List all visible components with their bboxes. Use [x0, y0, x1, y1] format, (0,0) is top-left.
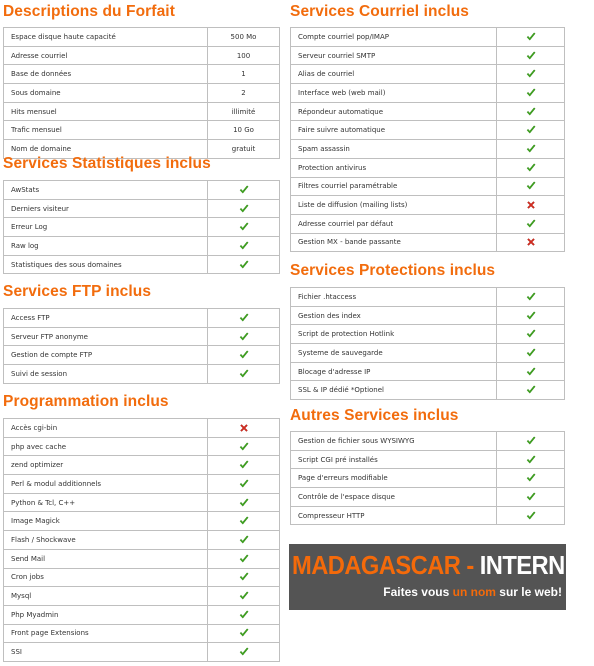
table-row: [4, 46, 280, 65]
feature-label: SSL & IP dédié *Optionel: [291, 381, 497, 400]
feature-status: [208, 587, 280, 606]
feature-label: Espace disque haute capacité: [4, 28, 208, 47]
feature-status: [208, 568, 280, 587]
feature-status: [208, 181, 280, 200]
check-icon: [239, 204, 249, 214]
check-icon: [239, 260, 249, 270]
feature-status: [208, 493, 280, 512]
check-icon: [526, 292, 536, 302]
table-row: [4, 365, 280, 384]
table-row: [4, 624, 280, 643]
table-row: [4, 493, 280, 512]
feature-label: Adresse courriel par défaut: [291, 214, 497, 233]
check-icon: [239, 185, 249, 195]
feature-status: [208, 549, 280, 568]
check-icon: [526, 69, 536, 79]
feature-label: Compte courriel pop/IMAP: [291, 28, 497, 47]
check-icon: [239, 313, 249, 323]
feature-label: Gestion de compte FTP: [4, 346, 208, 365]
feature-label: Cron jobs: [4, 568, 208, 587]
feature-status: [497, 102, 565, 121]
feature-status: [497, 432, 565, 451]
feature-label: Page d'erreurs modifiable: [291, 469, 497, 488]
section-title-services-statistiques-inclus: Services Statistiques inclus: [3, 155, 211, 172]
table-row: [4, 102, 280, 121]
table-row: [4, 327, 280, 346]
feature-label: Base de données: [4, 65, 208, 84]
feature-label: Fichier .htaccess: [291, 288, 497, 307]
table-row: [291, 140, 565, 159]
table-row: [291, 65, 565, 84]
section-title-descriptions-du-forfait: Descriptions du Forfait: [3, 3, 175, 20]
check-icon: [526, 311, 536, 321]
feature-status: [497, 28, 565, 47]
table-row: [4, 28, 280, 47]
feature-status: [208, 237, 280, 256]
table-row: [4, 512, 280, 531]
table-row: [4, 237, 280, 256]
feature-status: [208, 456, 280, 475]
check-icon: [526, 348, 536, 358]
feature-label: Spam assassin: [291, 140, 497, 159]
check-icon: [239, 241, 249, 251]
table-row: [291, 306, 565, 325]
check-icon: [526, 473, 536, 483]
feature-status: [208, 327, 280, 346]
feature-status: [208, 512, 280, 531]
table-row: [291, 450, 565, 469]
table-row: [291, 344, 565, 363]
check-icon: [526, 436, 536, 446]
feature-label: Perl & modul additionnels: [4, 475, 208, 494]
feature-label: Derniers visiteur: [4, 199, 208, 218]
feature-value: 2: [208, 84, 280, 103]
features-table-services-protections-inclus: [290, 287, 565, 400]
check-icon: [526, 144, 536, 154]
feature-label: Gestion MX - bande passante: [291, 233, 497, 252]
feature-status: [208, 255, 280, 274]
check-icon: [239, 442, 249, 452]
banner-tagline: Faites vous un nom sur le web!: [383, 585, 562, 599]
feature-status: [497, 469, 565, 488]
feature-label: Hits mensuel: [4, 102, 208, 121]
feature-label: Serveur FTP anonyme: [4, 327, 208, 346]
feature-label: Compresseur HTTP: [291, 506, 497, 525]
check-icon: [239, 460, 249, 470]
check-icon: [239, 647, 249, 657]
feature-status: [208, 475, 280, 494]
check-icon: [239, 610, 249, 620]
feature-value: 1: [208, 65, 280, 84]
feature-label: Statistiques des sous domaines: [4, 255, 208, 274]
table-row: [4, 199, 280, 218]
table-row: [291, 28, 565, 47]
feature-label: Gestion de fichier sous WYSIWYG: [291, 432, 497, 451]
cross-icon: [526, 200, 536, 210]
feature-label: Php Myadmin: [4, 605, 208, 624]
table-row: [291, 121, 565, 140]
feature-status: [497, 306, 565, 325]
check-icon: [526, 492, 536, 502]
feature-label: Liste de diffusion (mailing lists): [291, 196, 497, 215]
table-row: [291, 46, 565, 65]
feature-label: Serveur courriel SMTP: [291, 46, 497, 65]
feature-status: [497, 325, 565, 344]
section-title-services-ftp-inclus: Services FTP inclus: [3, 283, 152, 300]
feature-status: [208, 199, 280, 218]
table-row: [4, 475, 280, 494]
feature-label: Script CGI pré installés: [291, 450, 497, 469]
feature-label: Suivi de session: [4, 365, 208, 384]
madagascar-internet-banner[interactable]: [289, 544, 594, 610]
check-icon: [526, 107, 536, 117]
check-icon: [239, 332, 249, 342]
feature-label: Sous domaine: [4, 84, 208, 103]
feature-label: Gestion des index: [291, 306, 497, 325]
table-row: [4, 605, 280, 624]
check-icon: [239, 350, 249, 360]
feature-label: Script de protection Hotlink: [291, 325, 497, 344]
cross-icon: [239, 423, 249, 433]
check-icon: [526, 511, 536, 521]
table-row: [4, 346, 280, 365]
feature-status: [497, 196, 565, 215]
table-row: [291, 362, 565, 381]
feature-status: [497, 140, 565, 159]
feature-status: [497, 450, 565, 469]
feature-status: [208, 309, 280, 328]
cross-icon: [526, 237, 536, 247]
feature-status: [497, 177, 565, 196]
table-row: [4, 456, 280, 475]
check-icon: [239, 572, 249, 582]
table-row: [4, 568, 280, 587]
feature-label: Erreur Log: [4, 218, 208, 237]
table-row: [291, 102, 565, 121]
feature-label: Faire suivre automatique: [291, 121, 497, 140]
check-icon: [239, 628, 249, 638]
feature-label: Adresse courriel: [4, 46, 208, 65]
feature-status: [497, 362, 565, 381]
feature-status: [208, 218, 280, 237]
feature-value: 10 Go: [208, 121, 280, 140]
feature-label: php avec cache: [4, 437, 208, 456]
feature-status: [497, 84, 565, 103]
feature-status: [208, 624, 280, 643]
table-row: [4, 437, 280, 456]
table-row: [291, 325, 565, 344]
feature-label: Contrôle de l'espace disque: [291, 488, 497, 507]
table-row: [4, 181, 280, 200]
feature-label: Python & Tcl, C++: [4, 493, 208, 512]
feature-label: Flash / Shockwave: [4, 531, 208, 550]
table-row: [4, 419, 280, 438]
feature-value: 100: [208, 46, 280, 65]
feature-status: [497, 214, 565, 233]
features-table-descriptions-du-forfait: [3, 27, 280, 159]
feature-label: Répondeur automatique: [291, 102, 497, 121]
table-row: [291, 177, 565, 196]
check-icon: [239, 516, 249, 526]
feature-status: [497, 233, 565, 252]
feature-label: Filtres courriel paramétrable: [291, 177, 497, 196]
table-row: [4, 121, 280, 140]
table-row: [4, 65, 280, 84]
feature-label: Raw log: [4, 237, 208, 256]
feature-value: illimité: [208, 102, 280, 121]
feature-label: Front page Extensions: [4, 624, 208, 643]
check-icon: [526, 51, 536, 61]
table-row: [4, 531, 280, 550]
feature-label: Mysql: [4, 587, 208, 606]
features-table-services-courriel-inclus: [290, 27, 565, 252]
feature-value: gratuit: [208, 140, 280, 159]
feature-status: [208, 346, 280, 365]
check-icon: [526, 455, 536, 465]
feature-status: [497, 158, 565, 177]
check-icon: [526, 219, 536, 229]
table-row: [4, 255, 280, 274]
feature-label: Send Mail: [4, 549, 208, 568]
features-table-programmation-inclus: [3, 418, 280, 662]
table-row: [291, 288, 565, 307]
features-table-services-ftp-inclus: [3, 308, 280, 384]
check-icon: [239, 554, 249, 564]
table-row: [291, 381, 565, 400]
feature-status: [208, 419, 280, 438]
check-icon: [239, 591, 249, 601]
table-row: [291, 84, 565, 103]
feature-status: [208, 365, 280, 384]
table-row: [4, 84, 280, 103]
check-icon: [526, 385, 536, 395]
table-row: [291, 196, 565, 215]
check-icon: [239, 222, 249, 232]
section-title-programmation-inclus: Programmation inclus: [3, 393, 169, 410]
check-icon: [526, 88, 536, 98]
table-row: [4, 549, 280, 568]
check-icon: [239, 498, 249, 508]
check-icon: [526, 32, 536, 42]
section-title-services-protections-inclus: Services Protections inclus: [290, 262, 496, 279]
feature-status: [208, 437, 280, 456]
feature-status: [497, 46, 565, 65]
check-icon: [239, 369, 249, 379]
table-row: [4, 218, 280, 237]
feature-status: [497, 381, 565, 400]
check-icon: [526, 329, 536, 339]
feature-status: [497, 121, 565, 140]
table-row: [291, 488, 565, 507]
features-table-services-statistiques-inclus: [3, 180, 280, 274]
feature-label: zend optimizer: [4, 456, 208, 475]
feature-label: Accès cgi-bin: [4, 419, 208, 438]
feature-status: [497, 288, 565, 307]
feature-label: AwStats: [4, 181, 208, 200]
table-row: [291, 233, 565, 252]
check-icon: [526, 181, 536, 191]
table-row: [291, 158, 565, 177]
check-icon: [239, 479, 249, 489]
feature-status: [208, 531, 280, 550]
feature-status: [497, 344, 565, 363]
feature-label: Access FTP: [4, 309, 208, 328]
feature-status: [497, 506, 565, 525]
table-row: [4, 643, 280, 662]
banner-brand: MADAGASCAR - INTERNET: [292, 552, 594, 580]
feature-label: Image Magick: [4, 512, 208, 531]
feature-label: Systeme de sauvegarde: [291, 344, 497, 363]
feature-status: [208, 643, 280, 662]
feature-label: Nom de domaine: [4, 140, 208, 159]
feature-label: Protection antivirus: [291, 158, 497, 177]
features-table-autres-services-inclus: [290, 431, 565, 525]
check-icon: [526, 367, 536, 377]
feature-label: Trafic mensuel: [4, 121, 208, 140]
section-title-services-courriel-inclus: Services Courriel inclus: [290, 3, 470, 20]
feature-label: SSI: [4, 643, 208, 662]
feature-status: [497, 488, 565, 507]
feature-label: Interface web (web mail): [291, 84, 497, 103]
feature-status: [208, 605, 280, 624]
feature-status: [497, 65, 565, 84]
check-icon: [526, 125, 536, 135]
table-row: [291, 469, 565, 488]
section-title-autres-services-inclus: Autres Services inclus: [290, 407, 459, 424]
check-icon: [239, 535, 249, 545]
table-row: [4, 309, 280, 328]
feature-label: Alias de courriel: [291, 65, 497, 84]
table-row: [4, 587, 280, 606]
feature-label: Blocage d'adresse IP: [291, 362, 497, 381]
feature-value: 500 Mo: [208, 28, 280, 47]
table-row: [291, 432, 565, 451]
table-row: [291, 214, 565, 233]
table-row: [291, 506, 565, 525]
check-icon: [526, 163, 536, 173]
